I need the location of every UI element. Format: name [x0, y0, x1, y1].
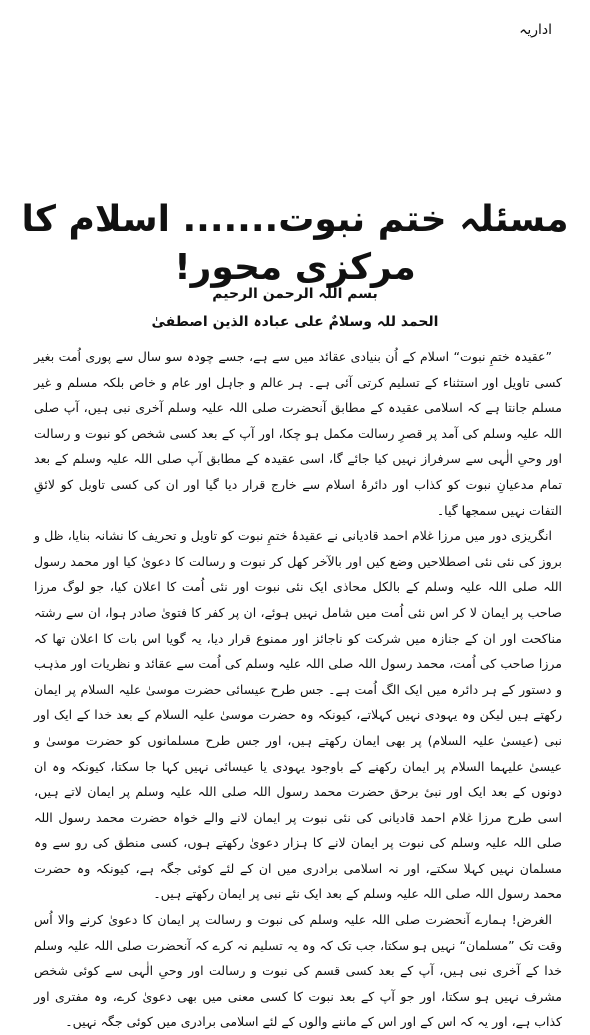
section-label: اداریہ — [519, 22, 552, 38]
hamd-line: الحمد للہ وسلامٌ علی عبادہ الذین اصطفیٰ — [151, 314, 439, 330]
paragraph: ”عقیدہ ختمِ نبوت“ اسلام کے اُن بنیادی عقائد میں سے ہے، جسے چودہ سو سال سے پوری اُمت بغیر کسی تاویل اور استثناء کے تسلیم کرتی آئی ہے۔ ہر عالم و جاہل اور عام و خاص بلکہ مسلم و غیر مسلم جانتا ہے کہ اسلامی عقیدہ کے مطابق آنحضرت صلی اللہ علیہ وسلم آخری نبی ہیں، آپ صلی اللہ علیہ وسلم کی آمد پر قصرِ رسالت مکمل ہو چکا، اور آپ کے بعد کسی شخص کو نبوت و رسالت اور وحیِ الٰہی سے سرفراز نہیں کیا جائے گا، اسی عقیدہ کے مطابق آپ صلی اللہ علیہ وسلم کے بعد تمام مدعیانِ نبوت کو کذاب اور دائرۂ اسلام سے خارج قرار دیا گیا اور ان کی کسی تاویل کو لائقِ التفات نہیں سمجھا گیا۔ — [34, 349, 562, 518]
paragraph: انگریزی دور میں مرزا غلام احمد قادیانی نے عقیدۂ ختمِ نبوت کو تاویل و تحریف کا نشانہ بنایا، ظل و بروز کی نئی نئی اصطلاحیں وضع کیں اور بالآخر کھل کر نبوت و رسالت کا دعویٰ کیا اور محمد رسول اللہ صلی اللہ علیہ وسلم کے بالکل محاذی ایک نئی نبوت اور نئی اُمت کا اعلان کیا، جو لوگ مرزا صاحب پر ایمان لا کر اس نئی اُمت میں شامل نہیں ہوئے، ان پر کفر کا فتویٰ صادر ہوا، ان سے رشتہ مناکحت اور ان کے جنازہ میں شرکت کو ناجائز اور ممنوع قرار دیا، یہ گویا اس بات کا اعلان تھا کہ مرزا صاحب کی اُمت، محمد رسول اللہ صلی اللہ علیہ وسلم کی اُمت سے عقائد و نظریات اور مذہب و دستور کے ہر دائرہ میں ایک الگ اُمت ہے۔ جس طرح عیسائی حضرت موسیٰ علیہ السلام پر ایمان رکھتے ہیں لیکن وہ یہودی نہیں کہلاتے، کیونکہ وہ حضرت موسیٰ علیہ السلام کے بعد خدا کے ایک اور نبی (عیسیٰ علیہ السلام) پر بھی ایمان رکھتے ہیں، اور جس طرح مسلمانوں کو حضرت موسیٰ و عیسیٰ علیہما السلام پر ایمان رکھنے کے باوجود یہودی یا عیسائی نہیں کہا جا سکتا، کیونکہ وہ ان دونوں کے بعد ایک اور نبیٔ برحق حضرت محمد رسول اللہ صلی اللہ علیہ وسلم پر ایمان لاتے ہیں، اسی طرح مرزا غلام احمد قادیانی کی نئی نبوت پر ایمان لانے والے خواہ حضرت محمد رسول اللہ صلی اللہ علیہ وسلم کی نبوت پر ایمان لانے کا ہزار دعویٰ رکھتے ہوں، کسی منطق کی رو سے وہ مسلمان نہیں کہلا سکتے، اور نہ اسلامی برادری میں ان کے لئے کوئی جگہ ہے، کیونکہ وہ حضرت محمد رسول اللہ صلی اللہ علیہ وسلم کے بعد ایک نئے نبی پر ایمان رکھتے ہیں۔ — [34, 528, 562, 902]
bismillah-line: بسم اللہ الرحمن الرحیم — [212, 286, 378, 302]
paragraph: الغرض! ہمارے آنحضرت صلی اللہ علیہ وسلم کی نبوت و رسالت پر ایمان کا دعویٰ کرنے والا اُس وقت تک ”مسلمان“ نہیں ہو سکتا، جب تک کہ وہ یہ تسلیم نہ کرے کہ آنحضرت صلی اللہ علیہ وسلم خدا کے آخری نبی ہیں، آپ کے بعد کسی قسم کی نبوت و رسالت اور وحیِ الٰہی سے کوئی شخص مشرف نہیں ہو سکتا، اور جو آپ کے بعد نبوت کا کسی معنی میں بھی دعویٰ کرے، وہ مفتری اور کذاب ہے، اور یہ کہ اس کے اور اس کے ماننے والوں کے لئے اسلامی برادری میں کوئی جگہ نہیں۔ — [34, 912, 562, 1030]
editorial-title: مسئلہ ختم نبوت....... اسلام کا مرکزی محور! — [21, 199, 569, 288]
editorial-body — [34, 344, 562, 1035]
